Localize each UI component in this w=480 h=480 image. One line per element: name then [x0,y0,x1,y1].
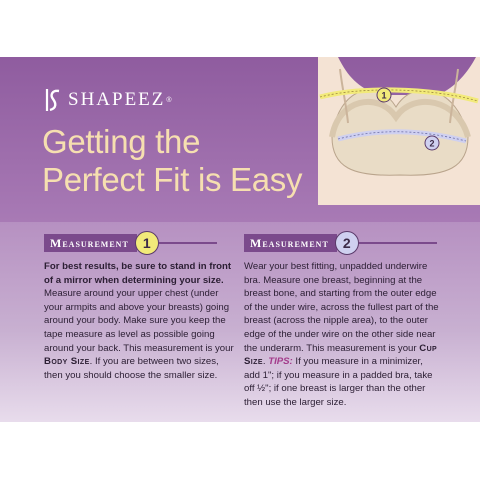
measurement-1-badge: 1 [135,231,159,255]
fit-guide-card [0,57,480,422]
measurement-2-header [244,230,437,256]
measurement-1-text [44,260,234,382]
brand-name: SHAPEEZ [68,89,166,110]
marker-2-label: 2 [429,138,435,149]
measurement-1-body-a: Measure around your upper chest (under your armpits and above your breasts) going around your body. Make sure you keep the tape measure as level as possible going around your back. This measurement is your [44,288,234,354]
measurement-2-text [244,260,440,410]
body-size-term: Body Size [44,356,90,368]
measurement-2-body-a: Wear your best fitting, unpadded underwire bra. Measure one breast, beginning at the breast bone, and starting from the outer edge of the under wire, across the fullest part of the breast (across the nipple area), to the outer edge of the under wire on the other side near the underarm. This measurement is your [244,261,439,354]
measurement-2-rule [359,242,437,244]
measurement-1-body-b: . If you are between two sizes, then you should choose the smaller size. [44,356,219,381]
title-line-1: Getting the [42,123,201,160]
measurement-1-label: Measurement [50,235,129,250]
measurement-2-sep: . [262,356,269,368]
measurement-1-rule [159,242,217,244]
tips-label: TIPS: [268,356,293,368]
measurement-1-lead: For best results, be sure to stand in front of a mirror when determining your size. [44,261,232,286]
measurement-1-header [44,230,217,256]
shapeez-logo-icon [44,87,62,113]
cup-size-term: Cup Size [244,342,438,368]
title-line-2: Perfect Fit is Easy [42,161,303,198]
page-title [42,123,302,199]
brand-logo [44,87,172,113]
marker-1-label: 1 [381,90,387,101]
measurement-2-badge: 2 [335,231,359,255]
measurement-2-label: Measurement [250,235,329,250]
registered-mark: ® [166,96,172,104]
measurement-2-body-b: If you measure in a minimizer, add 1"; if you measure in a padded bra, take off ½"; if one breast is larger than the other then use the larger size. [244,356,433,408]
bra-measurement-illustration [318,57,480,205]
